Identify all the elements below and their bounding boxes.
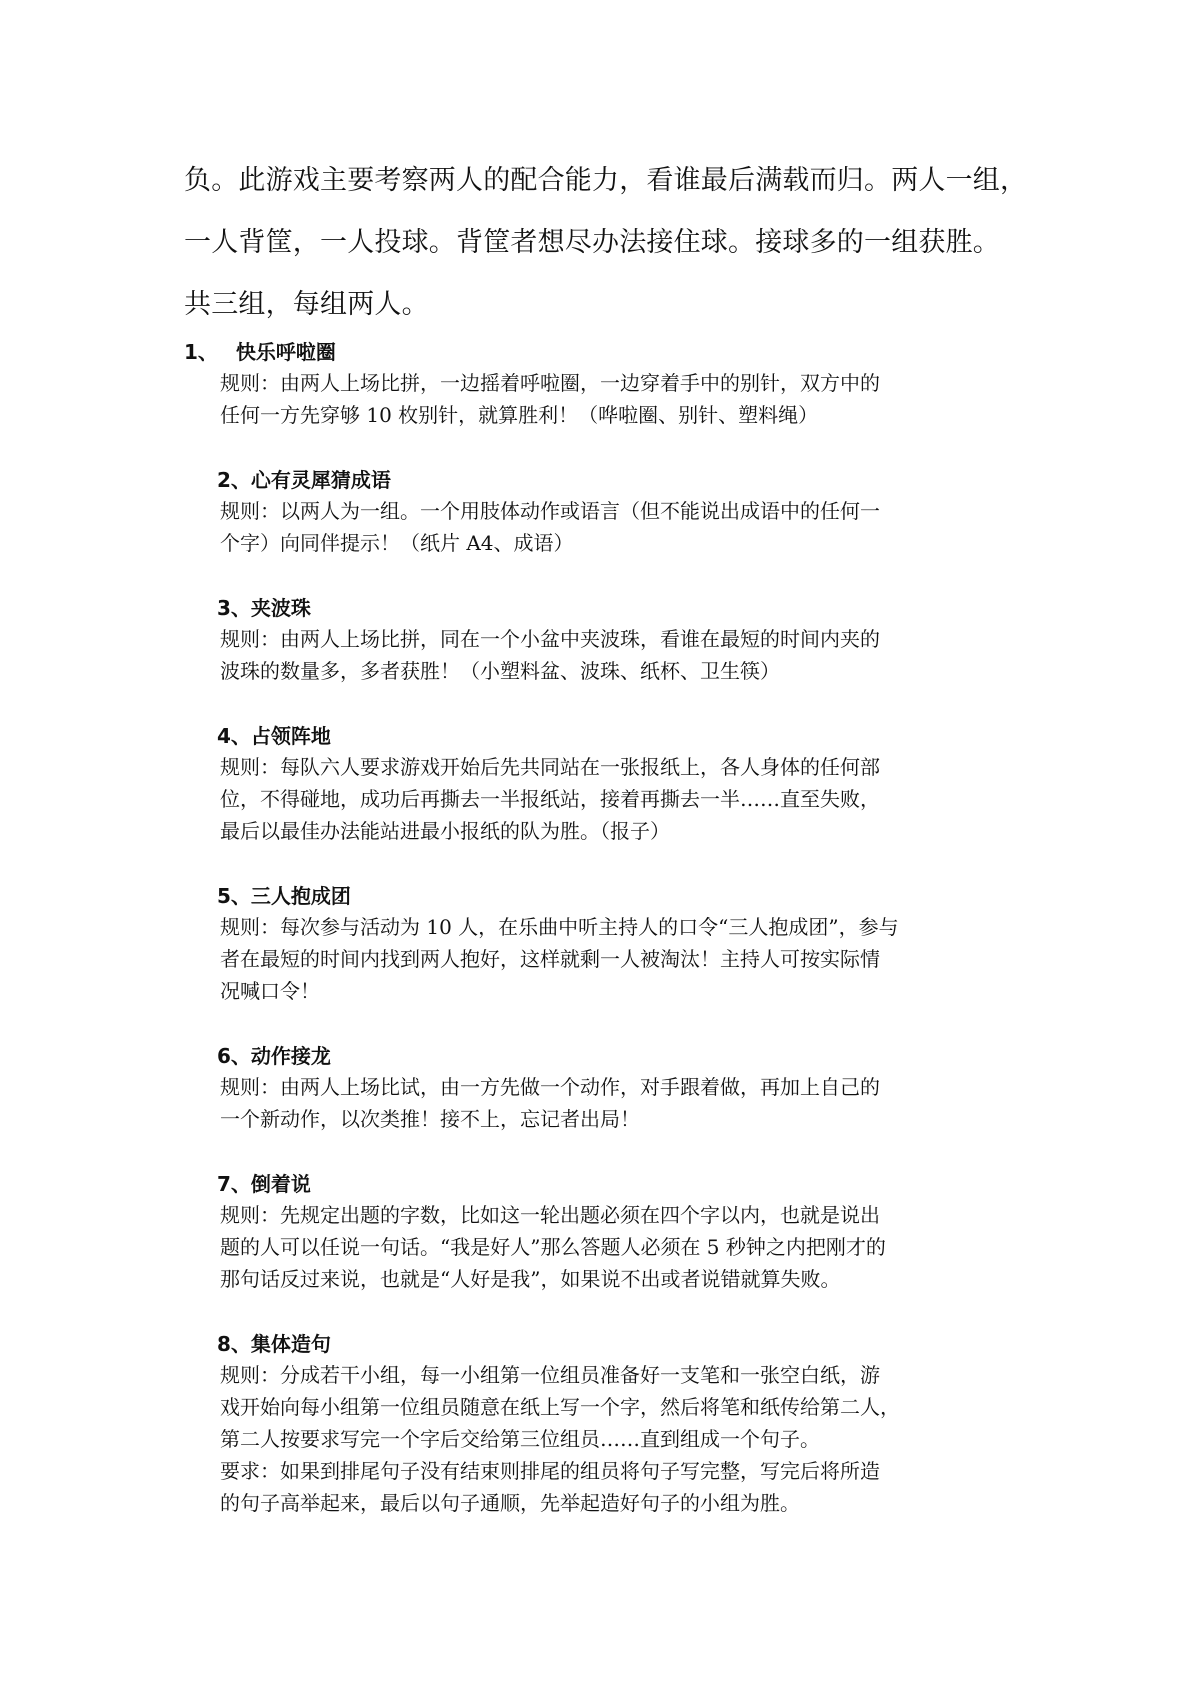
rule-line: 那句话反过来说，也就是“人好是我”，如果说不出或者说错就算失败。 xyxy=(220,1267,841,1291)
rule-line: 规则：每次参与活动为 10 人，在乐曲中听主持人的口令“三人抱成团”，参与 xyxy=(220,915,899,939)
game-title xyxy=(184,593,1034,623)
rule-line: 者在最短的时间内找到两人抱好，这样就剩一人被淘汰！主持人可按实际情 xyxy=(220,947,880,971)
intro-line: 一人背筐，一人投球。背筐者想尽办法接住球。接球多的一组获胜。 xyxy=(184,227,1000,258)
rule-line: 题的人可以任说一句话。“我是好人”那么答题人必须在 5 秒钟之内把刚才的 xyxy=(220,1235,886,1259)
game-item xyxy=(184,721,1034,847)
game-number: 3、 xyxy=(217,596,251,620)
rule-line: 规则：由两人上场比试，由一方先做一个动作，对手跟着做，再加上自己的 xyxy=(220,1075,880,1099)
rule-line: 况喊口令！ xyxy=(220,979,320,1003)
game-number: 5、 xyxy=(217,884,251,908)
intro-line: 负。此游戏主要考察两人的配合能力，看谁最后满载而归。两人一组， xyxy=(184,165,1028,196)
game-title xyxy=(184,881,1034,911)
rule-line: 戏开始向每小组第一位组员随意在纸上写一个字，然后将笔和纸传给第二人， xyxy=(220,1395,900,1419)
game-title xyxy=(184,465,1034,495)
game-item xyxy=(184,465,1034,559)
game-name: 夹波珠 xyxy=(250,596,311,620)
game-list xyxy=(184,337,1034,1553)
game-title xyxy=(184,1041,1034,1071)
rule-line: 要求：如果到排尾句子没有结束则排尾的组员将句子写完整，写完后将所造 xyxy=(220,1459,880,1483)
game-name: 动作接龙 xyxy=(250,1044,331,1068)
game-item xyxy=(184,881,1034,1007)
game-number: 8、 xyxy=(217,1332,251,1356)
rule-line: 一个新动作，以次类推！接不上，忘记者出局！ xyxy=(220,1107,640,1131)
rule-line: 最后以最佳办法能站进最小报纸的队为胜。（报子） xyxy=(220,819,670,843)
game-number: 1、 xyxy=(184,340,218,364)
rule-line: 个字）向同伴提示！（纸片 A4、成语） xyxy=(220,531,574,555)
rule-line: 的句子高举起来，最后以句子通顺，先举起造好句子的小组为胜。 xyxy=(220,1491,800,1515)
game-number: 2、 xyxy=(217,468,251,492)
game-item xyxy=(184,1329,1034,1519)
rule-line: 第二人按要求写完一个字后交给第三位组员……直到组成一个句子。 xyxy=(220,1427,820,1451)
rule-line: 位，不得碰地，成功后再撕去一半报纸站，接着再撕去一半……直至失败， xyxy=(220,787,880,811)
game-name: 快乐呼啦圈 xyxy=(235,340,336,364)
rule-line: 规则：每队六人要求游戏开始后先共同站在一张报纸上，各人身体的任何部 xyxy=(220,755,880,779)
game-item xyxy=(184,337,1034,431)
game-item xyxy=(184,1041,1034,1135)
game-item xyxy=(184,1169,1034,1295)
intro-paragraph xyxy=(184,150,1034,336)
game-title xyxy=(184,1329,1034,1359)
rule-line: 规则：以两人为一组。一个用肢体动作或语言（但不能说出成语中的任何一 xyxy=(220,499,880,523)
intro-line: 共三组，每组两人。 xyxy=(184,289,429,320)
game-title xyxy=(184,721,1034,751)
rule-line: 规则：先规定出题的字数，比如这一轮出题必须在四个字以内，也就是说出 xyxy=(220,1203,880,1227)
game-title xyxy=(184,337,1034,367)
rule-line: 任何一方先穿够 10 枚别针，就算胜利！（哗啦圈、别针、塑料绳） xyxy=(220,403,819,427)
game-name: 心有灵犀猜成语 xyxy=(250,468,391,492)
game-number: 4、 xyxy=(217,724,251,748)
game-title xyxy=(184,1169,1034,1199)
game-name: 三人抱成团 xyxy=(250,884,351,908)
game-number: 6、 xyxy=(217,1044,251,1068)
rule-line: 规则：由两人上场比拼，同在一个小盆中夹波珠，看谁在最短的时间内夹的 xyxy=(220,627,880,651)
game-name: 倒着说 xyxy=(250,1172,311,1196)
game-number: 7、 xyxy=(217,1172,251,1196)
rule-line: 波珠的数量多，多者获胜！（小塑料盆、波珠、纸杯、卫生筷） xyxy=(220,659,780,683)
rule-line: 规则：分成若干小组，每一小组第一位组员准备好一支笔和一张空白纸，游 xyxy=(220,1363,880,1387)
game-item xyxy=(184,593,1034,687)
game-name: 集体造句 xyxy=(250,1332,331,1356)
rule-line: 规则：由两人上场比拼，一边摇着呼啦圈，一边穿着手中的别针，双方中的 xyxy=(220,371,880,395)
game-name: 占领阵地 xyxy=(250,724,331,748)
